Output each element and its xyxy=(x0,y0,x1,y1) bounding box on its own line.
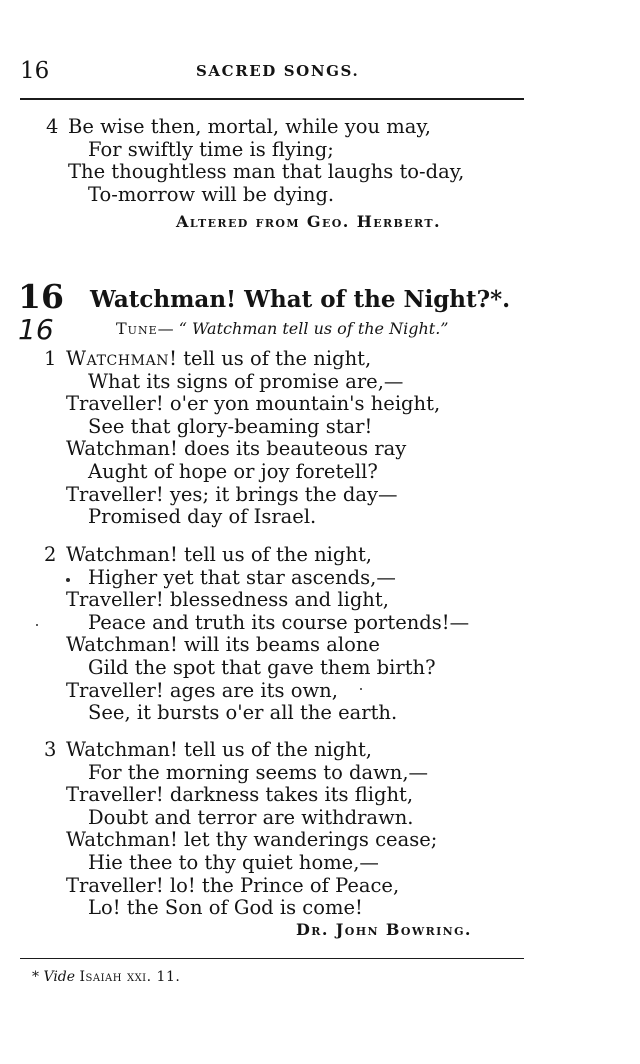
verse-line: Watchman! let thy wanderings cease; xyxy=(66,828,438,852)
stanza-2 xyxy=(44,544,469,725)
verse-line: Peace and truth its course portends!— xyxy=(88,610,470,634)
ink-speck xyxy=(66,578,70,582)
verse-line: For swiftly time is flying; xyxy=(88,137,334,161)
footnote-marker: * xyxy=(32,969,39,985)
verse-line: ! tell us of the night, xyxy=(169,347,372,370)
verse-line: See that glory-beaming star! xyxy=(88,414,373,438)
verse-line: Traveller! o'er yon mountain's height, xyxy=(66,392,441,416)
verse-line: Promised day of Israel. xyxy=(88,505,317,529)
previous-hymn-verse xyxy=(46,116,464,206)
stanza-number: 3 xyxy=(44,738,57,761)
stanza-number: 2 xyxy=(44,543,57,566)
verse-line: See, it bursts o'er all the earth. xyxy=(88,701,398,725)
hymn-title: Watchman! What of the Night?*. xyxy=(90,286,511,313)
tune-label: Tune xyxy=(116,319,158,338)
verse-line: Traveller! ages are its own, xyxy=(66,678,338,702)
running-title: SACRED SONGS. xyxy=(196,62,360,80)
verse-line: Watchman! will its beams alone xyxy=(66,633,380,657)
stanza-first-word: Watchman xyxy=(66,738,170,761)
verse-line: Doubt and terror are withdrawn. xyxy=(88,805,414,829)
stanza-1 xyxy=(44,348,440,529)
verse-line: ! tell us of the night, xyxy=(169,543,372,566)
hymn-number: 16 xyxy=(18,277,64,316)
footnote-reference: Isaiah xxi. 11. xyxy=(79,969,181,985)
verse-line: To-morrow will be dying. xyxy=(88,182,335,206)
ink-speck xyxy=(360,688,362,690)
footnote xyxy=(32,969,180,985)
hymn-attribution: Dr. John Bowring. xyxy=(296,920,472,939)
verse-line: Traveller! darkness takes its flight, xyxy=(66,783,414,807)
header-rule xyxy=(20,98,524,100)
footnote-rule xyxy=(20,958,524,959)
verse-line: Higher yet that star ascends,— xyxy=(88,565,396,589)
verse-line: Lo! the Son of God is come! xyxy=(88,896,363,920)
verse-line: Aught of hope or joy foretell? xyxy=(88,459,378,483)
verse-line: What its signs of promise are,— xyxy=(88,369,404,393)
verse-line: Watchman! does its beauteous ray xyxy=(66,437,407,461)
verse-line: Traveller! yes; it brings the day— xyxy=(66,482,398,506)
page-number: 16 xyxy=(20,58,50,84)
previous-hymn-attribution: Altered from Geo. Herbert. xyxy=(176,212,441,231)
verse-line: Gild the spot that gave them birth? xyxy=(88,655,436,679)
stanza-first-word: Watchman xyxy=(66,543,170,566)
handwritten-annotation: 16 xyxy=(18,313,54,346)
verse-line: For the morning seems to dawn,— xyxy=(88,760,429,784)
tune-name: “ Watchman tell us of the Night.” xyxy=(178,319,449,338)
verse-number: 4 xyxy=(46,115,59,138)
stanza-number: 1 xyxy=(44,347,57,370)
verse-line: Hie thee to thy quiet home,— xyxy=(88,850,379,874)
tune-line xyxy=(116,319,448,338)
stanza-3 xyxy=(44,739,437,920)
verse-line: Be wise then, mortal, while you may, xyxy=(68,115,431,138)
verse-line: The thoughtless man that laughs to-day, xyxy=(68,160,465,184)
footnote-vide: Vide xyxy=(43,969,76,985)
verse-line: Traveller! lo! the Prince of Peace, xyxy=(66,873,400,897)
verse-line: ! tell us of the night, xyxy=(169,738,372,761)
verse-line: Traveller! blessedness and light, xyxy=(66,588,389,612)
ink-speck xyxy=(36,624,38,626)
stanza-first-word: Watchman xyxy=(66,347,170,370)
tune-dash: — xyxy=(157,319,174,338)
